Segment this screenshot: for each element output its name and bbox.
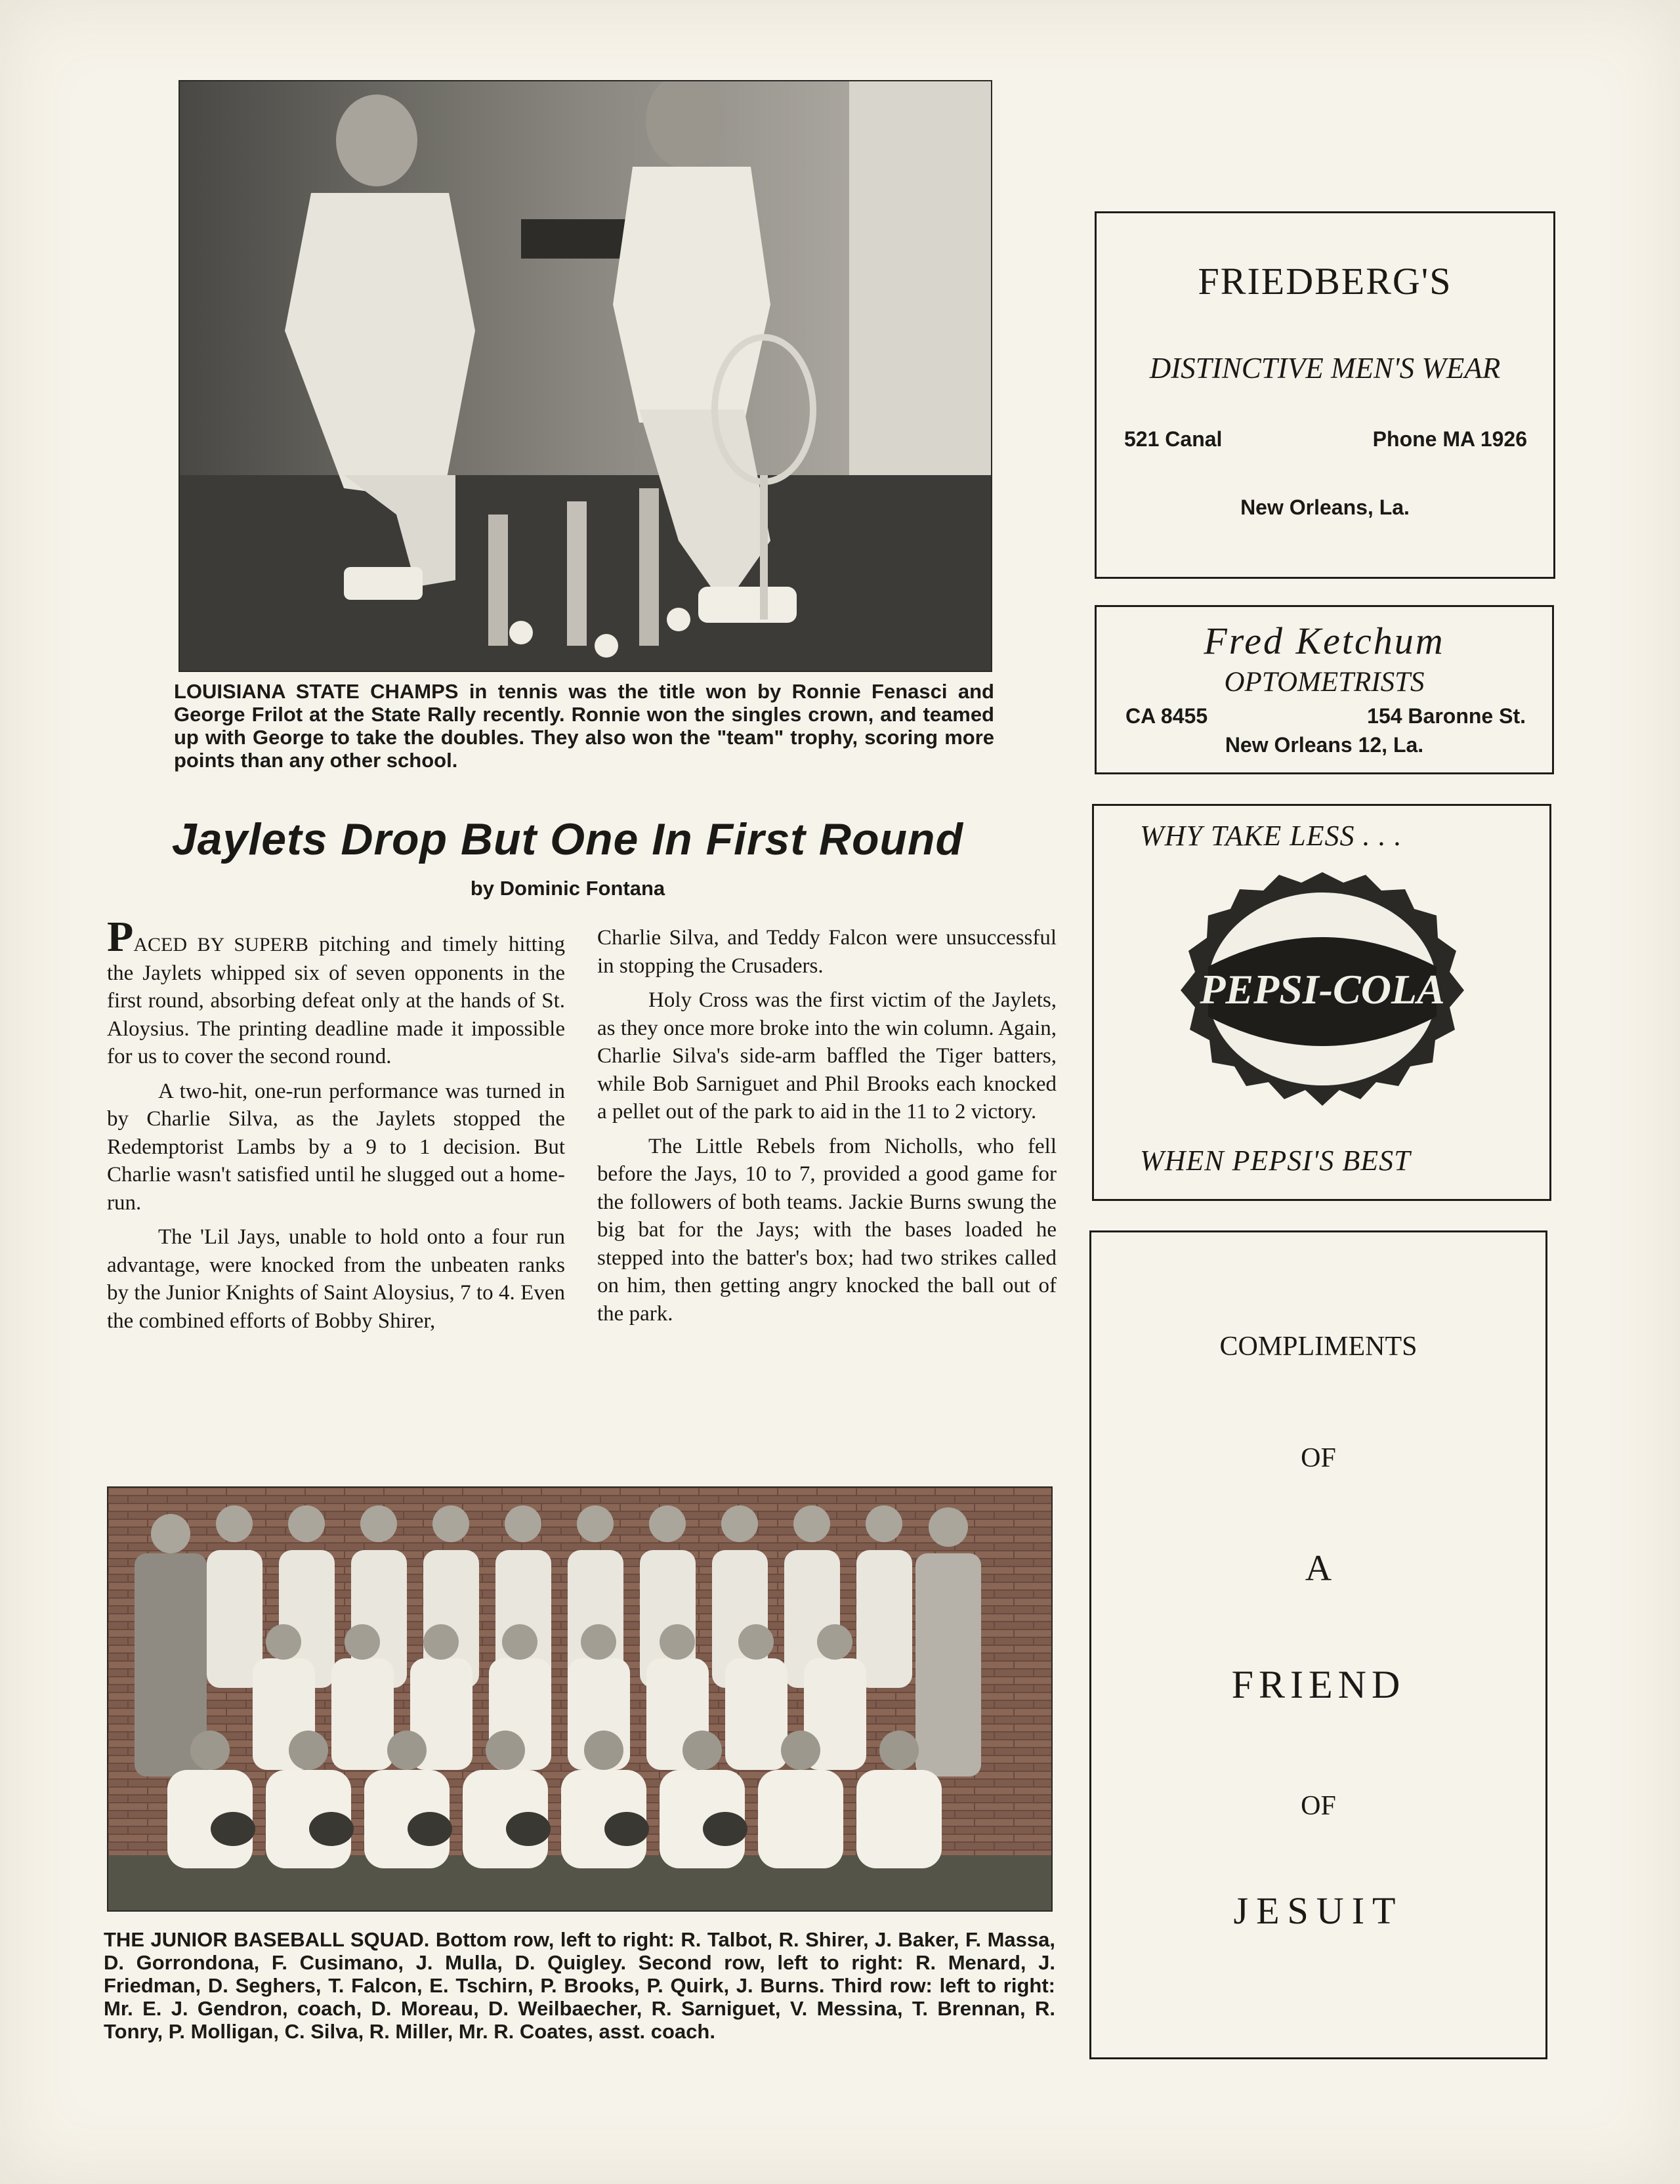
article-paragraph-3: The 'Lil Jays, unable to hold onto a four run advantage, were knocked from the unbeaten ranks by the Junior Knights of Saint Aloysius, 7 to 4. Even the combined efforts of Bobby Shirer, [107,1225,565,1333]
ketchum-phone: CA 8455 [1125,704,1208,728]
ketchum-name: Fred Ketchum [1204,620,1445,662]
jesuit-ad-line-4: FRIEND [1231,1663,1406,1706]
article-paragraph-4: Holy Cross was the first victim of the Jaylets, as they once more broke into the win column. Again, Charlie Silva's side-arm baffled the Tiger batters, while Bob Sarniguet and Phil Brooks each knocked a pellet out of the park to aid in the 11 to 2 victory. [597,988,1057,1124]
junior-baseball-squad-photo [107,1486,1053,1912]
friedbergs-phone: Phone MA 1926 [1372,427,1527,451]
lead-caps: ACED BY SUPERB [133,934,308,956]
ketchum-title: OPTOMETRISTS [1224,667,1425,698]
jesuit-ad-line-5: OF [1301,1791,1336,1821]
ketchum-city: New Orleans 12, La. [1225,733,1424,757]
pepsi-logo-text: PEPSI-COLA [1200,966,1445,1013]
tennis-photo-caption: LOUISIANA STATE CHAMPS in tennis was the title won by Ronnie Fenasci and George Frilot at the State Rally recently. Ronnie won the singles crown, and teamed up with George to take the doubles. They also won the "team" trophy, scoring more points than any other school. [174,680,994,772]
jesuit-ad-line-3: A [1305,1548,1332,1589]
drop-cap: P [107,913,134,961]
jesuit-ad-line-6: JESUIT [1233,1889,1404,1932]
friedbergs-city: New Orleans, La. [1240,495,1410,519]
jesuit-ad-line-2: OF [1301,1443,1336,1473]
pepsi-bottom-line: WHEN PEPSI'S BEST [1140,1144,1411,1177]
article-headline: Jaylets Drop But One In First Round [171,814,964,864]
friedbergs-name: FRIEDBERG'S [1198,260,1452,303]
ad-compliments-friend-of-jesuit [1089,1230,1547,2059]
article-column-right [597,924,1057,1328]
tennis-champs-photo [178,80,992,672]
pepsi-top-line: WHY TAKE LESS . . . [1140,820,1402,852]
friedbergs-tagline: DISTINCTIVE MEN'S WEAR [1149,352,1501,385]
article-paragraph-5: The Little Rebels from Nicholls, who fell before the Jays, 10 to 7, provided a good game for the followers of both teams. Jackie Burns swung the big bat for the Jays; with the bases loaded he stepped into the batter's box; had two strikes called on him, then getting angry knocked the ball out of the park. [597,1134,1057,1326]
baseball-photo-caption: THE JUNIOR BASEBALL SQUAD. Bottom row, left to right: R. Talbot, R. Shirer, J. Baker, F. Massa, D. Gorrondona, F. Cusimano, J. Mulla, D. Quigley. Second row, left to right: R. Menard, J. Friedman, D. Seghers, T. Falcon, E. Tschirn, P. Brooks, P. Quirk, J. Burns. Third row: left to right: Mr. E. J. Gendron, coach, D. Moreau, D. Weilbaecher, R. Sarniguet, V. Messina, T. Brennan, R. Tonry, P. Molligan, C. Silva, R. Miller, Mr. R. Coates, asst. coach. [104,1928,1055,2043]
ad-pepsi [1092,804,1551,1201]
article-paragraph-1 [107,913,565,1071]
article-paragraph-3-cont: Charlie Silva, and Teddy Falcon were unsuccessful in stopping the Crusaders. [597,926,1057,978]
article-column-left [107,913,565,1335]
pepsi-bottle-cap-logo [1171,868,1473,1111]
lead-text: pitching and timely hitting the Jaylets whipped six of seven opponents in the first round, absorbing defeat only at the hands of St. Aloysius. The printing deadline made it impossible for us to cover the second round. [107,933,565,1068]
ad-fred-ketchum [1095,605,1554,774]
ketchum-address: 154 Baronne St. [1367,704,1526,728]
article-byline: by Dominic Fontana [470,877,665,900]
article-paragraph-2: A two-hit, one-run performance was turned in by Charlie Silva, as the Jaylets stopped the Redemptorist Lambs by a 9 to 1 decision. But Charlie wasn't satisfied until he slugged out a home-run. [107,1079,565,1215]
friedbergs-address: 521 Canal [1124,427,1223,451]
ad-friedbergs [1095,211,1555,579]
jesuit-ad-line-1: COMPLIMENTS [1219,1332,1418,1362]
